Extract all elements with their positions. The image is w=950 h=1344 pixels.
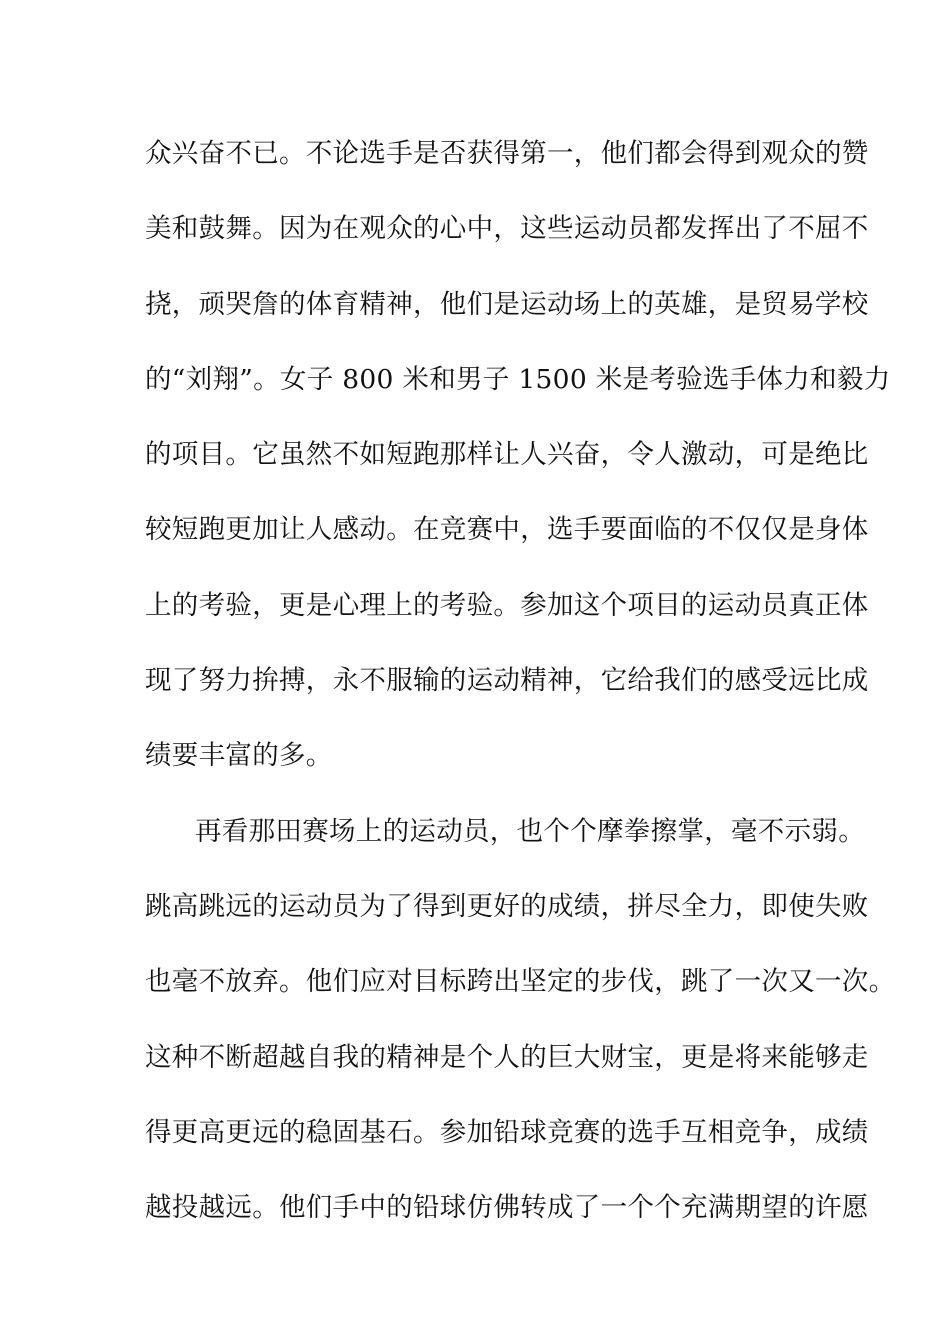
text-line: 得更高更远的稳固基石。参加铅球竞赛的选手互相竞争，成绩 (145, 1116, 869, 1148)
text-line: 的“刘翔”。女子 800 米和男子 1500 米是考验选手体力和毅力 (145, 363, 891, 395)
text-line: 较短跑更加让人感动。在竞赛中，选手要面临的不仅仅是身体 (145, 514, 869, 546)
text-line: 跳高跳远的运动员为了得到更好的成绩，拼尽全力，即使失败 (145, 890, 869, 922)
paragraph-start-line: 再看那田赛场上的运动员，也个个摩拳擦掌，毫不示弱。 (195, 815, 865, 847)
text-line: 绩要丰富的多。 (145, 740, 333, 772)
text-line: 美和鼓舞。因为在观众的心中，这些运动员都发挥出了不屈不 (145, 213, 869, 245)
text-line: 也毫不放弃。他们应对目标跨出坚定的步伐，跳了一次又一次。 (145, 966, 896, 998)
text-line: 挠，顽哭詹的体育精神，他们是运动场上的英雄，是贸易学校 (145, 288, 869, 320)
text-line: 这种不断超越自我的精神是个人的巨大财宝，更是将来能够走 (145, 1041, 869, 1073)
text-line: 现了努力拚搏，永不服输的运动精神，它给我们的感受远比成 (145, 665, 869, 697)
text-line: 众兴奋不已。不论选手是否获得第一，他们都会得到观众的赞 (145, 138, 869, 169)
body-text (145, 132, 896, 1261)
text-line: 的项目。它虽然不如短跑那样让人兴奋，令人激动，可是绝比 (145, 439, 869, 471)
text-line: 上的考验，更是心理上的考验。参加这个项目的运动员真正体 (145, 589, 869, 621)
text-line: 越投越远。他们手中的铅球仿佛转成了一个个充满期望的许愿 (145, 1192, 869, 1224)
